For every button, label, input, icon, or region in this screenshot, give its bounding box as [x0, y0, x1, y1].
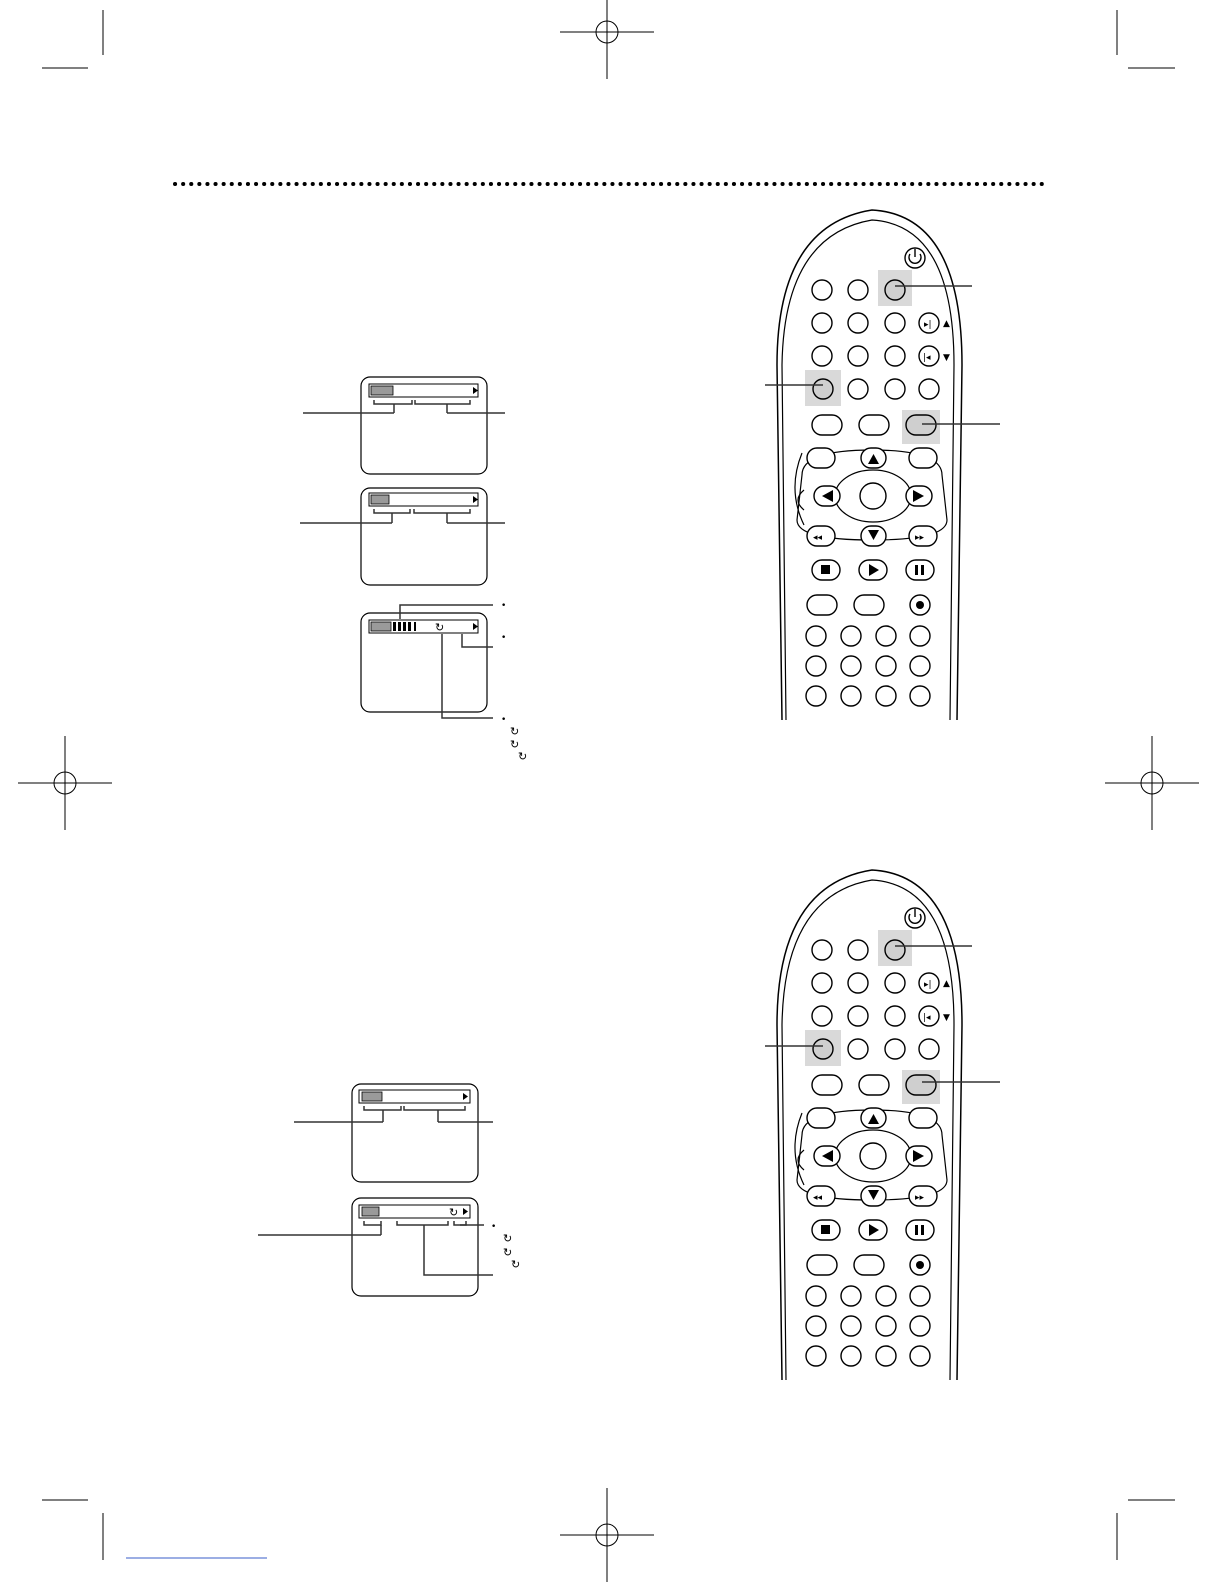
osd-screen-d: [294, 1084, 493, 1182]
svg-text:↻: ↻: [510, 738, 520, 751]
svg-text:•: •: [501, 715, 507, 725]
svg-text:•: •: [501, 601, 507, 611]
cd-label-icon: [371, 386, 393, 395]
svg-text:↻: ↻: [503, 1232, 513, 1245]
manual-page: ▸| ▲ |◂ ▼ ◂◂ ▸▸ ↻ • • • ↻ ↻ ↻ ↻ • ↻ ↻ ↻: [0, 0, 1224, 1584]
svg-text:↻: ↻: [511, 1258, 521, 1271]
repeat-icon: ↻: [435, 621, 445, 634]
all-label-icon: [362, 1207, 379, 1216]
osd-screen-b: [300, 488, 505, 585]
svg-text:•: •: [491, 1222, 497, 1232]
svg-text:↻: ↻: [503, 1246, 513, 1259]
track-label-icon: [371, 495, 389, 504]
svg-text:•: •: [501, 633, 507, 643]
svg-text:↻: ↻: [510, 725, 520, 738]
osd-screen-a: [303, 377, 505, 474]
crop-marks: [42, 10, 1175, 1560]
osd-screen-e: [258, 1198, 520, 1296]
repeat-icon: ↻: [449, 1206, 459, 1219]
svg-text:↻: ↻: [518, 750, 528, 763]
osd-screen-c: [361, 601, 527, 763]
registration-marks: [18, 0, 1199, 1582]
time-bar-icon: [371, 622, 391, 631]
title-label-icon: [362, 1092, 382, 1101]
